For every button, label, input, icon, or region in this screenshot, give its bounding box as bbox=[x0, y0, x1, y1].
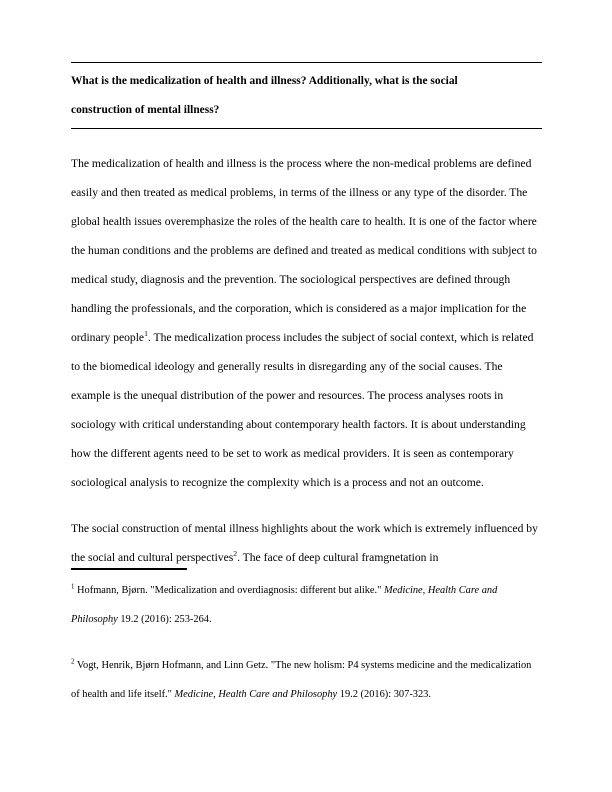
paragraph-2 bbox=[71, 514, 542, 572]
paragraph-1 bbox=[71, 149, 542, 497]
paragraph-1-text-before-marker: The medicalization of health and illness is the process where the non-medical problems are defined easily and then treated as medical problems, in terms of the illness or any type of the disorder. The global health issues overemphasize the roles of the health care to health. It is one of the factor where the human conditions and the problems are defined and treated as medical conditions with subject to medical study, diagnosis and the prevention. The sociological perspectives are defined through handling the professionals, and the corporation, which is considered as a major implication for the ordinary people bbox=[71, 157, 537, 344]
page-title-line-2: construction of mental illness? bbox=[71, 104, 220, 116]
paragraph-2-text-after-marker: . The face of deep cultural framgnetation in bbox=[237, 551, 439, 564]
footnote-reference-1[interactable]: 1 bbox=[144, 329, 148, 339]
footnote-2-text-part-1: Vogt, Henrik, Bjørn Hofmann, and Linn Getz. "The new holism: P4 systems medicine and the medicalization of health and life itself." bbox=[71, 660, 532, 700]
footnote-1-text-part-1: Hofmann, Bjørn. "Medicalization and overdiagnosis: different but alike." bbox=[74, 585, 384, 596]
document-title-block bbox=[71, 62, 542, 129]
paragraph-1-text-after-marker: . The medicalization process includes the subject of social context, which is related to the biomedical ideology and generally results in disregarding any of the social causes. The example is the unequal distribution of the power and resources. The process analyses roots in sociology with critical understanding about contemporary health factors. It is about understanding how the different agents need to be set to work as medical providers. It is seen as contemporary sociological analysis to recognize the complexity which is a process and not an outcome. bbox=[71, 331, 534, 489]
footnote-1-journal-title: Medicine, Health Care and Philosophy bbox=[71, 585, 498, 625]
footnote-1-text-part-2: 19.2 (2016): 253-264. bbox=[117, 614, 212, 625]
footnote-2 bbox=[71, 651, 542, 709]
footnote-1 bbox=[71, 576, 542, 634]
footnote-area bbox=[71, 568, 542, 709]
footnote-separator-rule bbox=[71, 568, 187, 570]
footnote-2-text-part-2: 19.2 (2016): 307-323. bbox=[337, 689, 431, 700]
footnote-reference-2[interactable]: 2 bbox=[233, 549, 238, 559]
paragraph-2-text-before-marker: The social construction of mental illness highlights about the work which is extremely influenced by the social and cultural perspectives bbox=[71, 522, 538, 564]
page-title-line-1: What is the medicalization of health and illness? Additionally, what is the social bbox=[71, 75, 458, 87]
footnote-2-marker: 2 bbox=[71, 658, 75, 666]
footnote-2-journal-title: Medicine, Health Care and Philosophy bbox=[174, 689, 338, 700]
footnote-1-marker: 1 bbox=[71, 583, 75, 591]
document-body bbox=[71, 62, 542, 572]
